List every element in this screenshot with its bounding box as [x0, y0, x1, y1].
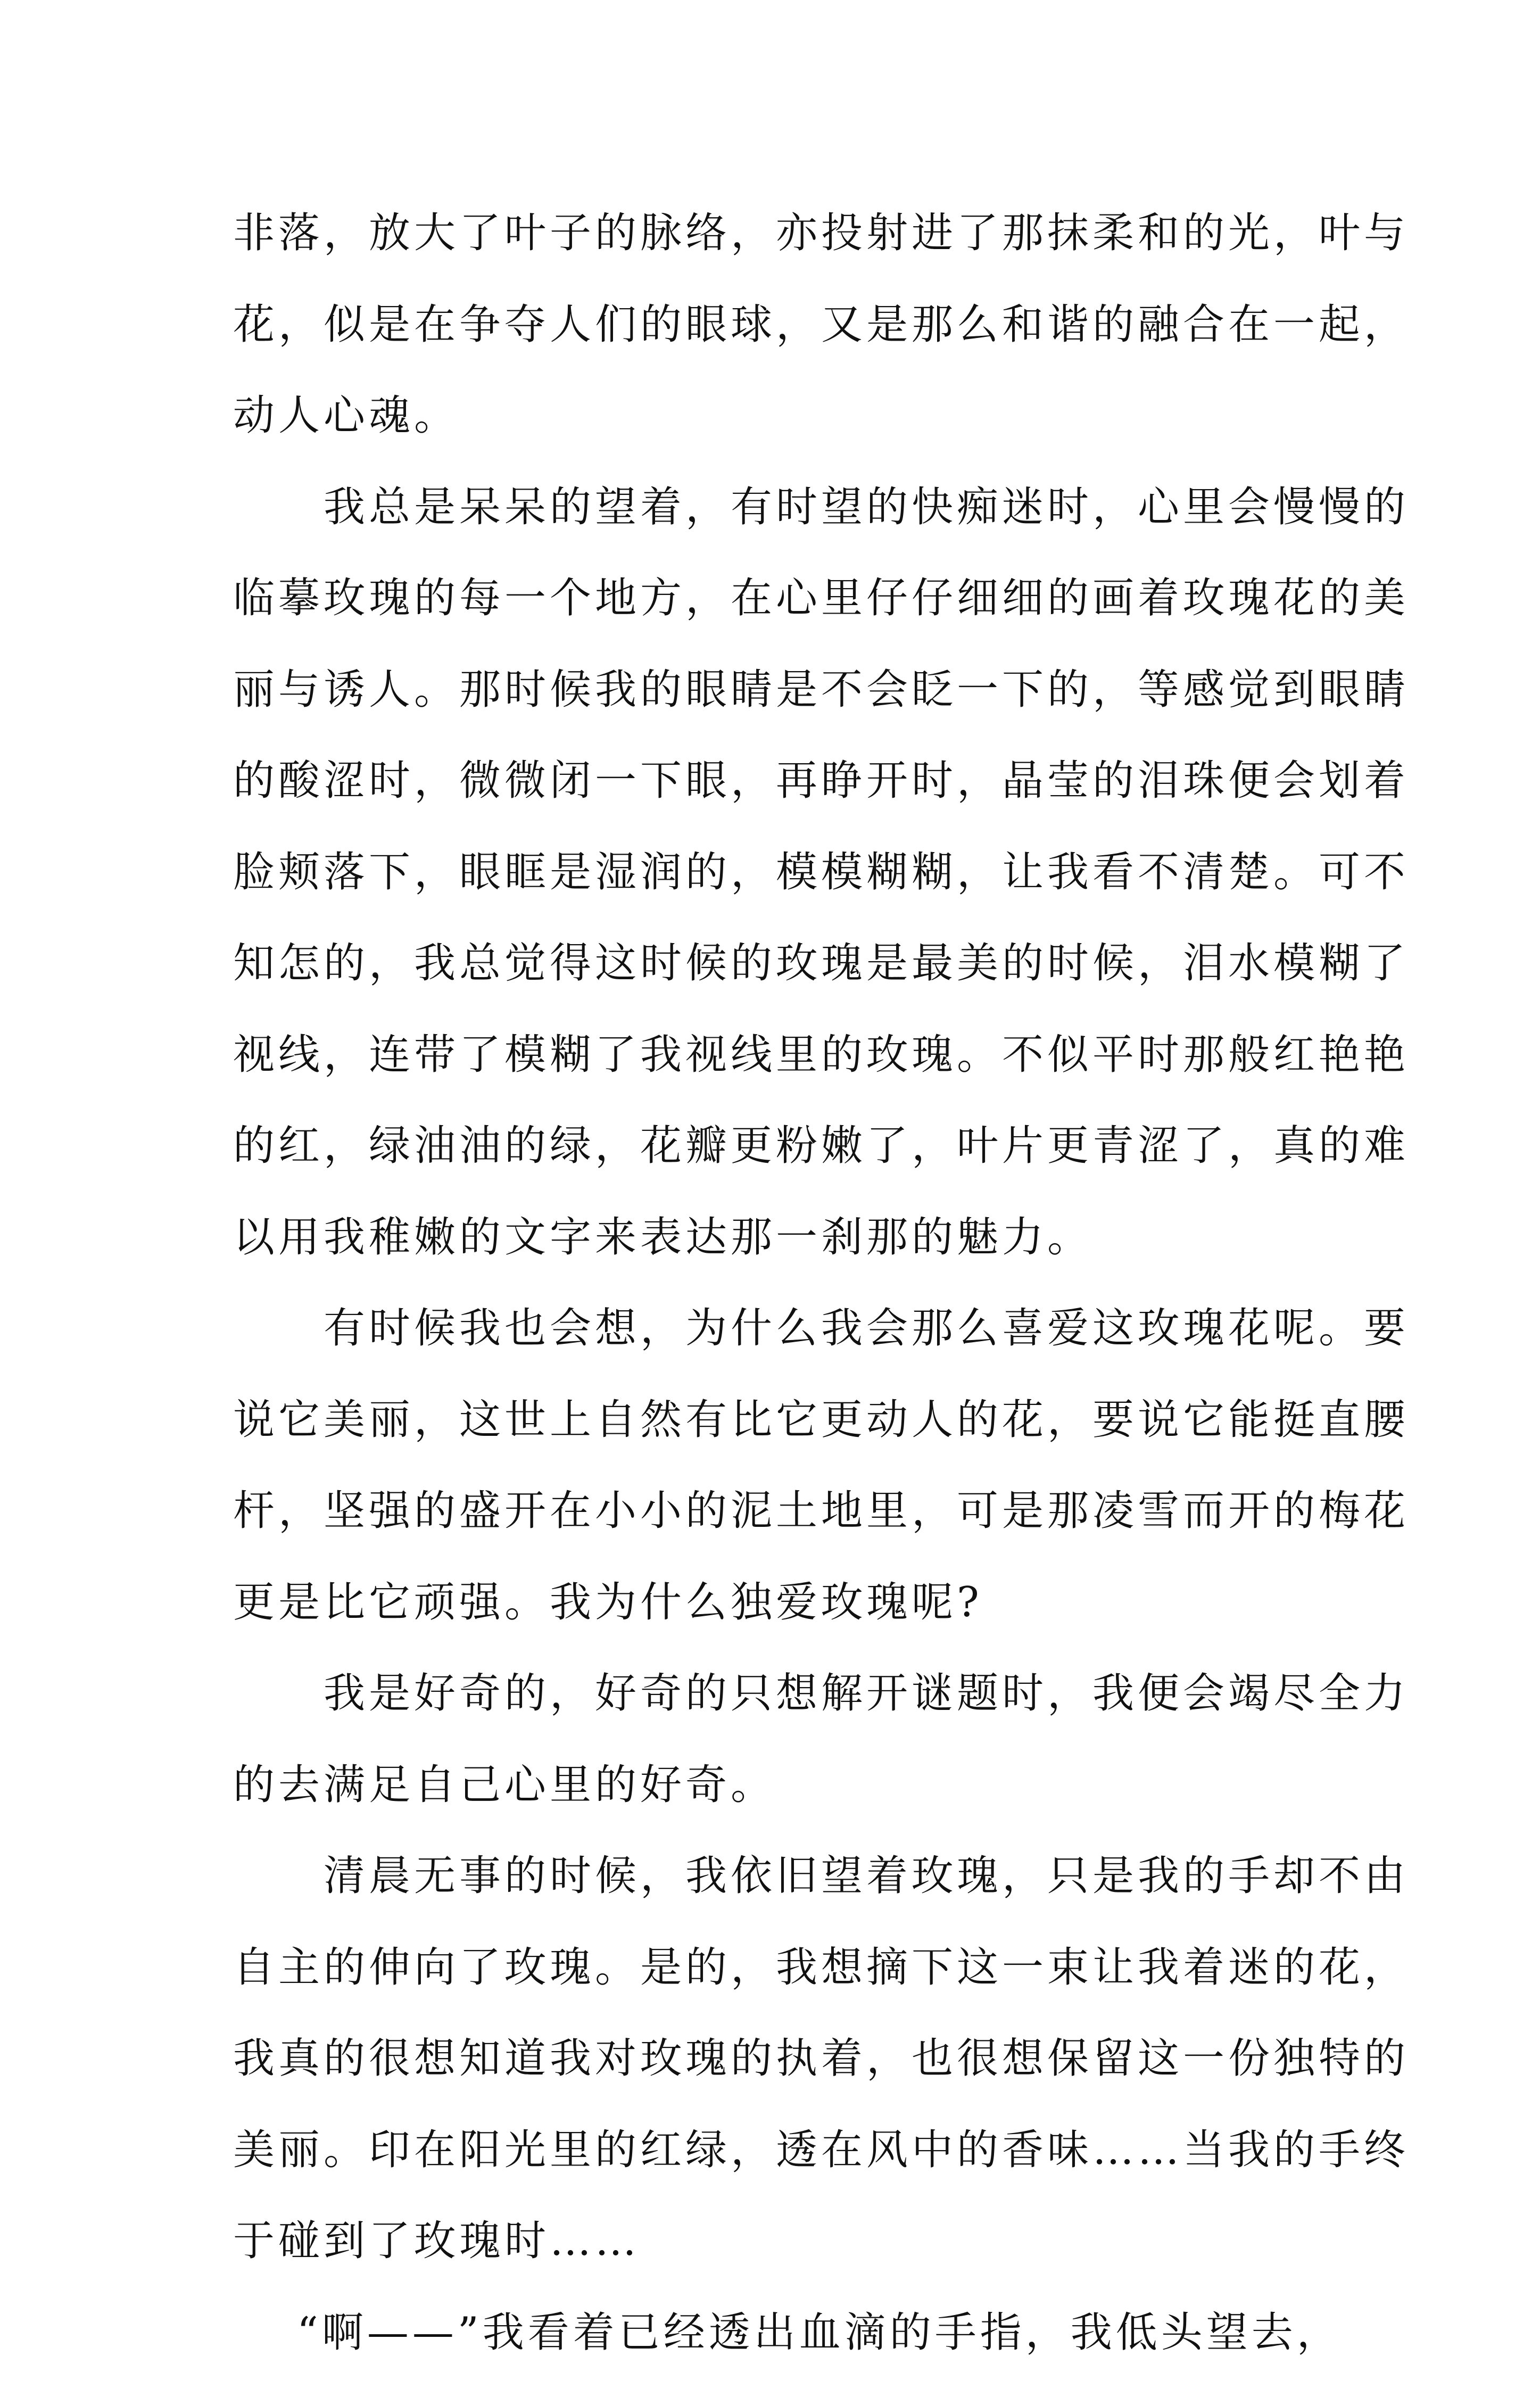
text-line: 动人心魂。 — [233, 389, 1319, 481]
text-line: 自主的伸向了玫瑰。是的，我想摘下这一束让我着迷的花， — [233, 1941, 1319, 2032]
paragraph-start-line: 我是好奇的，好奇的只想解开谜题时，我便会竭尽全力 — [233, 1667, 1319, 1758]
text-line: 脸颊落下，眼眶是湿润的，模模糊糊，让我看不清楚。可不 — [233, 846, 1319, 937]
text-line: 的红，绿油油的绿，花瓣更粉嫩了，叶片更青涩了，真的难 — [233, 1119, 1319, 1211]
text-line: 丽与诱人。那时候我的眼睛是不会眨一下的，等感觉到眼睛 — [233, 663, 1319, 755]
paragraph-start-line: “啊——”我看着已经透出血滴的手指，我低头望去， — [233, 2306, 1319, 2397]
text-line: 的去满足自己心里的好奇。 — [233, 1758, 1319, 1850]
text-line: 以用我稚嫩的文字来表达那一刹那的魅力。 — [233, 1211, 1319, 1302]
text-line: 的酸涩时，微微闭一下眼，再睁开时，晶莹的泪珠便会划着 — [233, 754, 1319, 846]
text-line: 临摹玫瑰的每一个地方，在心里仔仔细细的画着玫瑰花的美 — [233, 572, 1319, 663]
text-line: 非落，放大了叶子的脉络，亦投射进了那抹柔和的光，叶与 — [233, 206, 1319, 298]
text-line: 于碰到了玫瑰时…… — [233, 2214, 1319, 2306]
paragraph-start-line: 我总是呆呆的望着，有时望的快痴迷时，心里会慢慢的 — [233, 481, 1319, 572]
body-text — [233, 206, 1319, 2397]
text-line: 我真的很想知道我对玫瑰的执着，也很想保留这一份独特的 — [233, 2032, 1319, 2123]
text-line: 说它美丽，这世上自然有比它更动人的花，要说它能挺直腰 — [233, 1393, 1319, 1485]
text-line: 花，似是在争夺人们的眼球，又是那么和谐的融合在一起， — [233, 298, 1319, 390]
paragraph-start-line: 清晨无事的时候，我依旧望着玫瑰，只是我的手却不由 — [233, 1849, 1319, 1941]
text-line: 杆，坚强的盛开在小小的泥土地里，可是那凌雪而开的梅花 — [233, 1484, 1319, 1576]
text-line: 美丽。印在阳光里的红绿，透在风中的香味……当我的手终 — [233, 2123, 1319, 2215]
text-line: 知怎的，我总觉得这时候的玫瑰是最美的时候，泪水模糊了 — [233, 937, 1319, 1028]
text-line: 更是比它顽强。我为什么独爱玫瑰呢? — [233, 1576, 1319, 1667]
text-line: 视线，连带了模糊了我视线里的玫瑰。不似平时那般红艳艳 — [233, 1028, 1319, 1120]
paragraph-start-line: 有时候我也会想，为什么我会那么喜爱这玫瑰花呢。要 — [233, 1302, 1319, 1393]
